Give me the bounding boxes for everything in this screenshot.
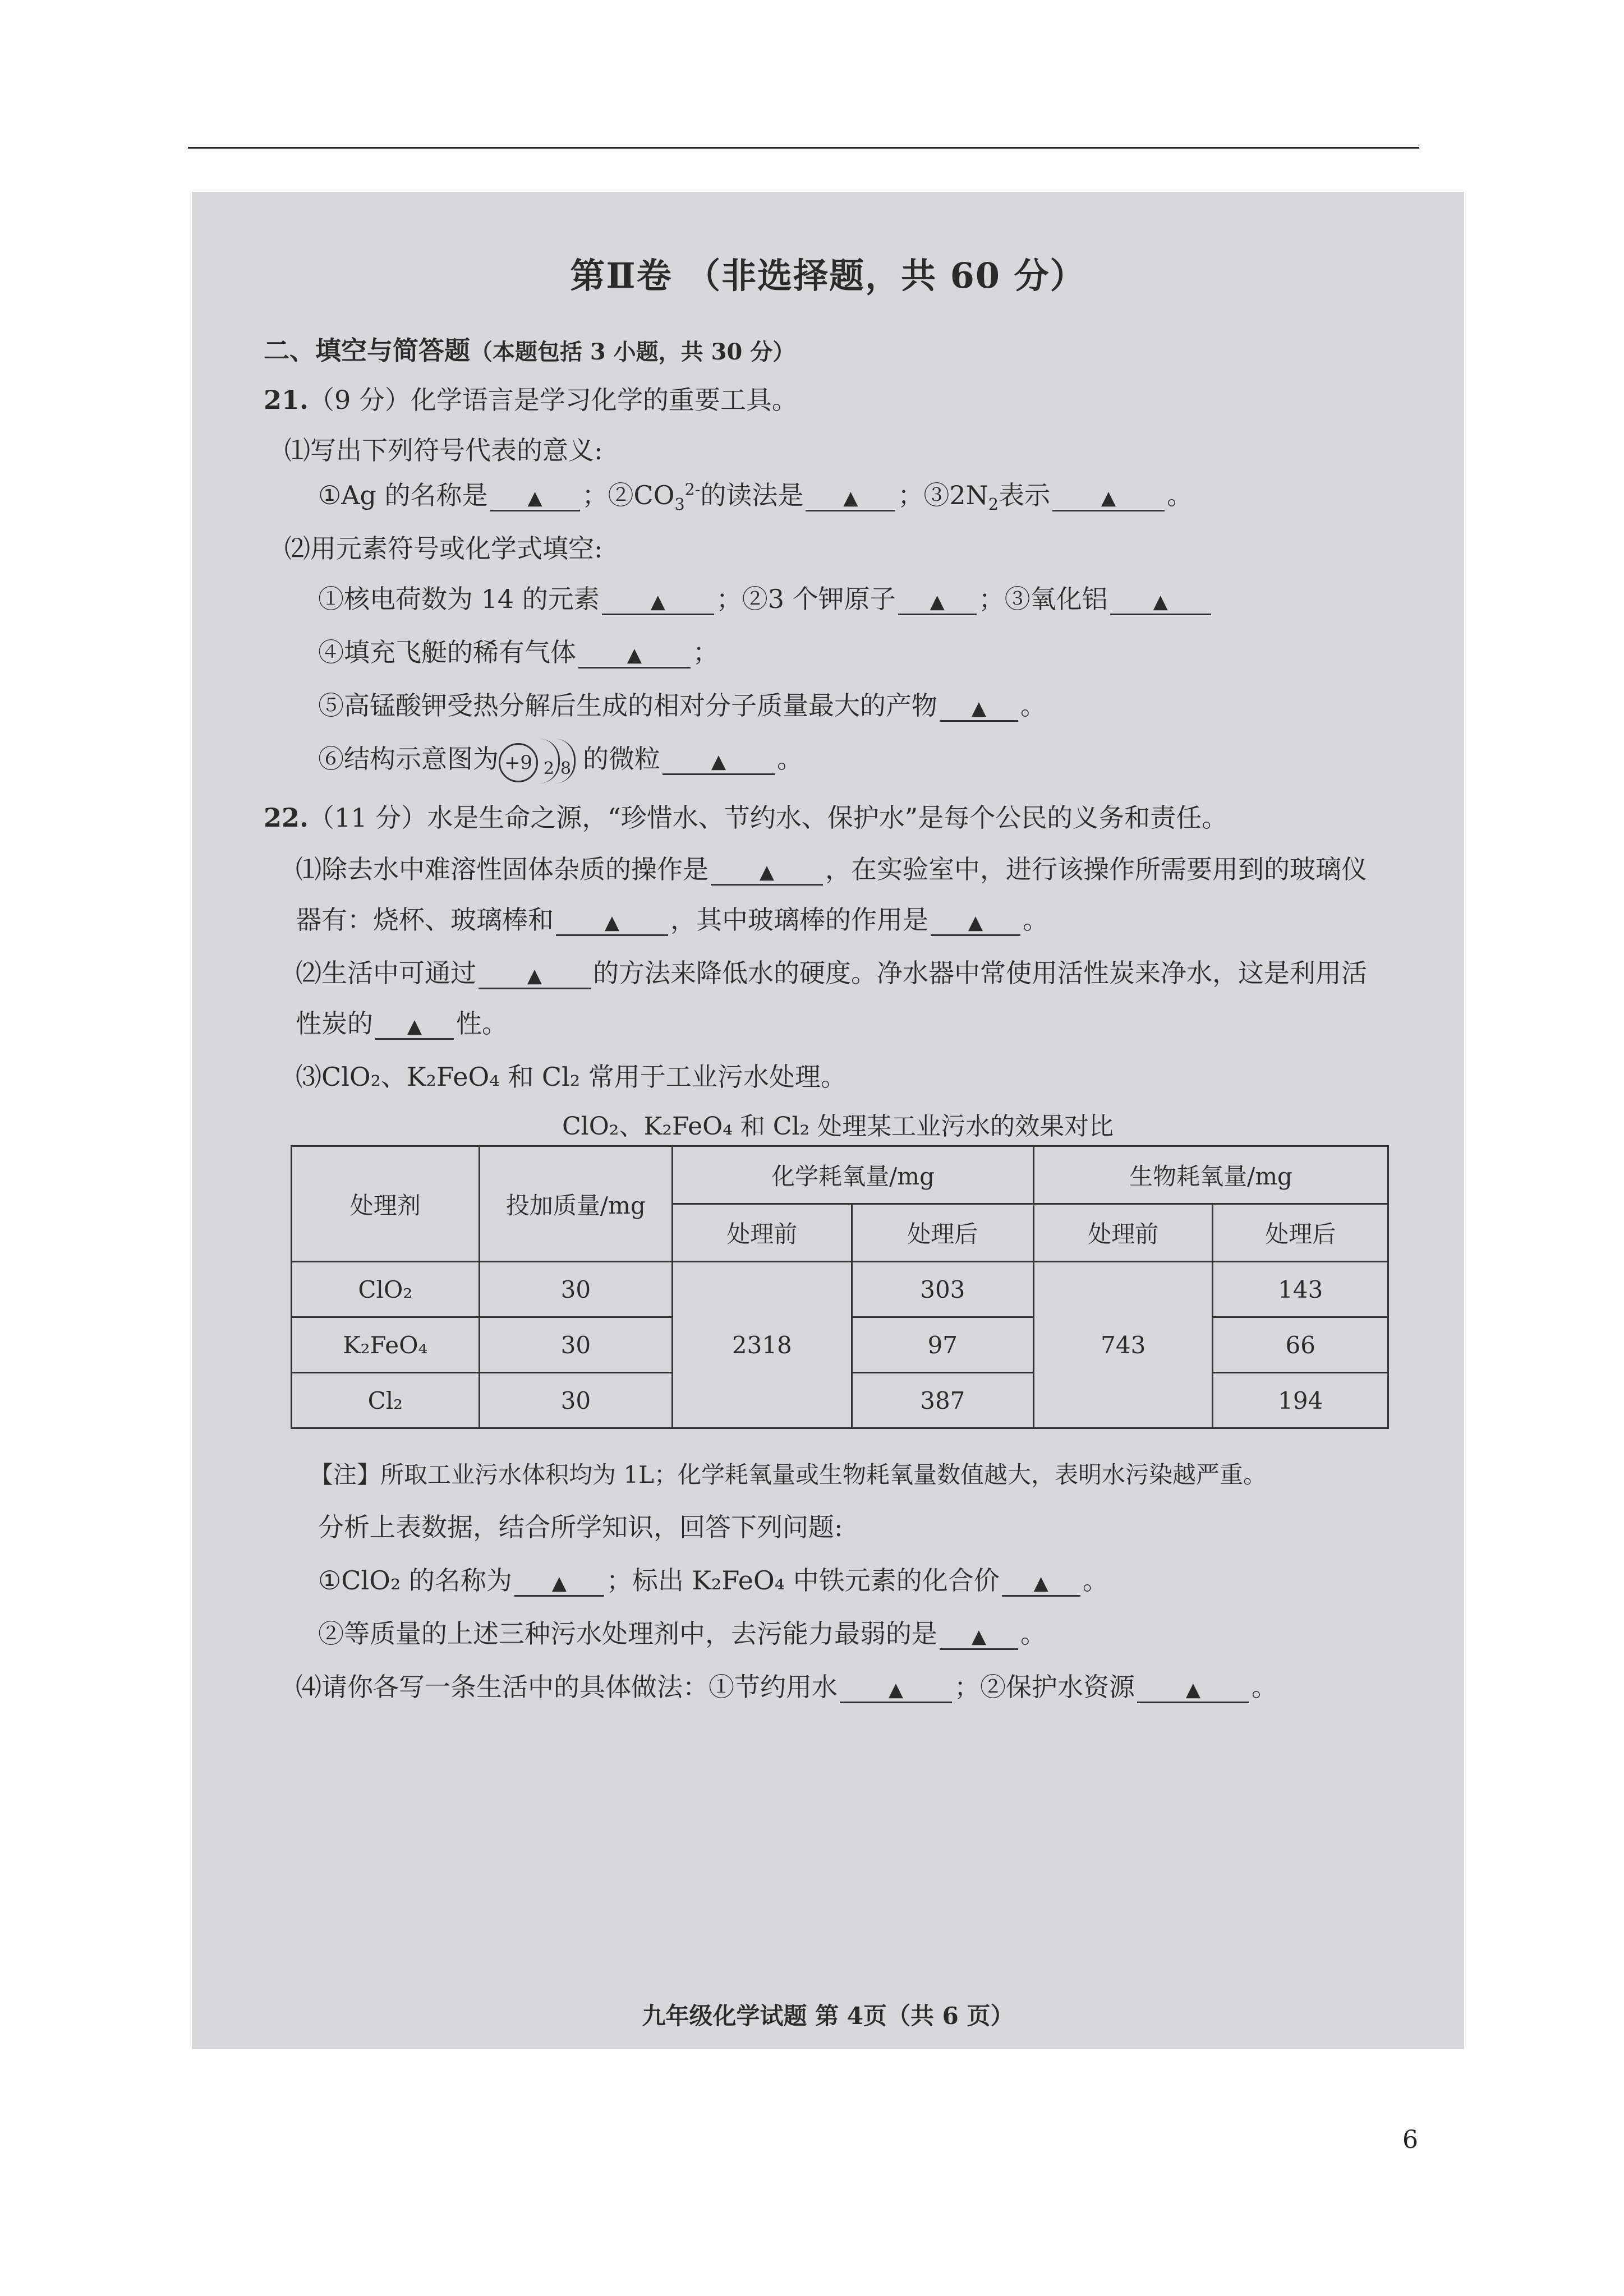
analysis-prompt: 分析上表数据，结合所学知识，回答下列问题: <box>318 1512 843 1542</box>
blank-triangle-icon: ▲ <box>407 1015 422 1038</box>
question-text: ⑤高锰酸钾受热分解后生成的相对分子质量最大的产物 <box>318 690 937 721</box>
subscript: 2 <box>988 495 999 514</box>
header-rule <box>188 147 1419 149</box>
exam-footer: 九年级化学试题 第 4页（共 6 页） <box>642 2002 1014 2030</box>
blank-triangle-icon: ▲ <box>1185 1679 1201 1701</box>
section-note: （本题包括 3 小题，共 30 分） <box>470 339 795 365</box>
question-text: ； <box>693 637 719 667</box>
question-text: ；②保护水资源 <box>954 1672 1135 1702</box>
answer-blank[interactable] <box>479 959 591 989</box>
blank-triangle-icon: ▲ <box>627 644 642 666</box>
answer-blank[interactable] <box>375 1009 454 1040</box>
blank-triangle-icon: ▲ <box>551 1572 567 1594</box>
question-points: （11 分） <box>309 803 427 833</box>
blank-triangle-icon: ▲ <box>888 1679 904 1701</box>
header-after: 处理后 <box>1213 1204 1388 1262</box>
answer-blank[interactable] <box>1110 585 1211 615</box>
answer-blank[interactable] <box>490 481 580 511</box>
question-text: ①ClO₂ 的名称为 <box>318 1565 512 1596</box>
page-number: 6 <box>1402 2126 1418 2154</box>
cell-bod-before: 743 <box>1034 1262 1213 1428</box>
answer-blank[interactable] <box>940 691 1018 722</box>
table-caption: ClO₂、K₂FeO₄ 和 Cl₂ 处理某工业污水的效果对比 <box>562 1112 1114 1141</box>
cell-cod-after: 97 <box>852 1317 1033 1373</box>
blank-triangle-icon: ▲ <box>843 487 858 509</box>
question-text: ；③氧化铝 <box>978 584 1108 614</box>
question-21-stem <box>264 380 798 417</box>
question-text: 。 <box>777 744 803 774</box>
question-text: 。 <box>1082 1565 1108 1596</box>
q22-analysis-line1 <box>318 1560 1108 1597</box>
cell-bod-after: 194 <box>1213 1373 1388 1428</box>
blank-triangle-icon: ▲ <box>527 965 542 987</box>
table-row <box>292 1262 1388 1317</box>
nucleus-label: +9 <box>499 743 538 782</box>
blank-triangle-icon: ▲ <box>650 591 665 613</box>
subscript: 3 <box>674 495 685 514</box>
question-text: 的方法来降低水的硬度。净水器中常使用活性炭来净水，这是利用活 <box>593 958 1367 988</box>
answer-blank[interactable] <box>663 745 775 775</box>
atom-structure-diagram <box>499 739 583 783</box>
question-text: ④填充飞艇的稀有气体 <box>318 637 576 667</box>
header-agent: 处理剂 <box>292 1146 480 1262</box>
shell-electron-count: 2 <box>544 759 555 778</box>
question-text: ；②CO <box>582 480 675 510</box>
question-text: 。 <box>1252 1672 1277 1702</box>
question-text: ⑷请你各写一条生活中的具体做法：①节约用水 <box>296 1672 838 1702</box>
answer-blank[interactable] <box>1002 1566 1080 1597</box>
q22-part4-line <box>296 1667 1277 1704</box>
cell-agent: Cl₂ <box>292 1373 480 1428</box>
answer-blank[interactable] <box>940 1620 1018 1650</box>
q21-part1-title: ⑴写出下列符号代表的意义: <box>284 435 603 465</box>
q22-part2-line2 <box>296 1003 508 1040</box>
header-before: 处理前 <box>673 1204 852 1262</box>
question-number: 21. <box>264 385 309 415</box>
q21-part1-line <box>318 475 1193 514</box>
question-text: 的读法是 <box>700 480 804 510</box>
q21-part2-title: ⑵用元素符号或化学式填空: <box>284 533 603 564</box>
q21-part2-line3 <box>318 685 1046 722</box>
blank-triangle-icon: ▲ <box>604 911 620 934</box>
question-text: 水是生命之源，“珍惜水、节约水、保护水”是每个公民的义务和责任。 <box>427 803 1228 833</box>
q21-part2-line4 <box>318 739 803 783</box>
question-text: 器有：烧杯、玻璃棒和 <box>296 905 554 935</box>
answer-blank[interactable] <box>931 906 1020 936</box>
question-text: ⑵生活中可通过 <box>296 958 476 988</box>
blank-triangle-icon: ▲ <box>968 911 983 934</box>
question-text: 的微粒 <box>583 744 660 774</box>
answer-blank[interactable] <box>1137 1673 1249 1703</box>
answer-blank[interactable] <box>898 585 977 615</box>
question-text: ⑥结构示意图为 <box>318 744 499 774</box>
cell-cod-before: 2318 <box>673 1262 852 1428</box>
cell-dose: 30 <box>479 1317 673 1373</box>
answer-blank[interactable] <box>602 585 714 615</box>
question-text: ；②3 个钾原子 <box>716 584 896 614</box>
cell-cod-after: 387 <box>852 1373 1033 1428</box>
blank-triangle-icon: ▲ <box>971 1625 987 1648</box>
header-dose: 投加质量/mg <box>479 1146 673 1262</box>
answer-blank[interactable] <box>806 481 895 511</box>
question-text: 。 <box>1020 690 1046 721</box>
q21-part2-line2 <box>318 632 719 669</box>
q22-part1-line1 <box>296 849 1367 886</box>
blank-triangle-icon: ▲ <box>527 487 542 509</box>
blank-triangle-icon: ▲ <box>1033 1572 1048 1594</box>
answer-blank[interactable] <box>840 1673 952 1703</box>
question-text: ；③2N <box>898 480 988 510</box>
question-points: （9 分） <box>309 385 411 415</box>
question-text: ②等质量的上述三种污水处理剂中，去污能力最弱的是 <box>318 1619 937 1649</box>
answer-blank[interactable] <box>578 638 691 668</box>
q22-part1-line2 <box>296 900 1048 937</box>
question-text: 性炭的 <box>296 1008 373 1039</box>
blank-triangle-icon: ▲ <box>1153 591 1168 613</box>
shell-electron-count: 8 <box>560 759 572 778</box>
blank-triangle-icon: ▲ <box>1101 487 1116 509</box>
question-text: 性。 <box>456 1008 508 1039</box>
question-text: ，在实验室中，进行该操作所需要用到的玻璃仪 <box>825 854 1367 884</box>
question-text: ①Ag 的名称是 <box>318 480 488 510</box>
treatment-comparison-table <box>291 1145 1389 1429</box>
header-before: 处理前 <box>1034 1204 1213 1262</box>
cell-cod-after: 303 <box>852 1262 1033 1317</box>
blank-triangle-icon: ▲ <box>759 861 775 883</box>
q22-part3-line: ⑶ClO₂、K₂FeO₄ 和 Cl₂ 常用于工业污水处理。 <box>296 1062 846 1092</box>
question-text: 表示 <box>999 480 1051 510</box>
blank-triangle-icon: ▲ <box>930 591 945 613</box>
question-number: 22. <box>264 803 309 833</box>
question-22-stem <box>264 797 1227 835</box>
table-footnote: 【注】所取工业污水体积均为 1L；化学耗氧量或生物耗氧量数值越大，表明水污染越严重。 <box>310 1461 1267 1488</box>
cell-bod-after: 143 <box>1213 1262 1388 1317</box>
cell-dose: 30 <box>479 1373 673 1428</box>
question-text: ；标出 K₂FeO₄ 中铁元素的化合价 <box>606 1565 1000 1596</box>
answer-blank[interactable] <box>711 855 823 886</box>
q22-analysis-line2 <box>318 1613 1046 1650</box>
q22-part2-line1 <box>296 953 1367 990</box>
section-title-text: 二、填空与简答题 <box>264 335 470 366</box>
scanned-exam-page <box>192 192 1464 2049</box>
question-text: 。 <box>1020 1619 1046 1649</box>
answer-blank[interactable] <box>556 906 668 936</box>
cell-bod-after: 66 <box>1213 1317 1388 1373</box>
question-text: ，其中玻璃棒的作用是 <box>670 905 928 935</box>
answer-blank[interactable] <box>1052 481 1165 511</box>
blank-triangle-icon: ▲ <box>711 750 726 773</box>
question-text: ⑴除去水中难溶性固体杂质的操作是 <box>296 854 709 884</box>
question-text: ①核电荷数为 14 的元素 <box>318 584 600 614</box>
blank-triangle-icon: ▲ <box>971 697 987 720</box>
cell-dose: 30 <box>479 1262 673 1317</box>
question-text: 。 <box>1023 905 1048 935</box>
section-title <box>264 330 795 367</box>
question-text: 。 <box>1167 480 1193 510</box>
header-after: 处理后 <box>852 1204 1033 1262</box>
cell-agent: K₂FeO₄ <box>292 1317 480 1373</box>
header-bod: 生物耗氧量/mg <box>1034 1146 1388 1204</box>
part-title: 第Ⅱ卷 （非选择题，共 60 分） <box>570 255 1086 296</box>
superscript: 2- <box>684 480 701 499</box>
cell-agent: ClO₂ <box>292 1262 480 1317</box>
q21-part2-line1 <box>318 579 1213 616</box>
question-text: 化学语言是学习化学的重要工具。 <box>410 385 798 415</box>
header-cod: 化学耗氧量/mg <box>673 1146 1034 1204</box>
answer-blank[interactable] <box>514 1566 604 1597</box>
